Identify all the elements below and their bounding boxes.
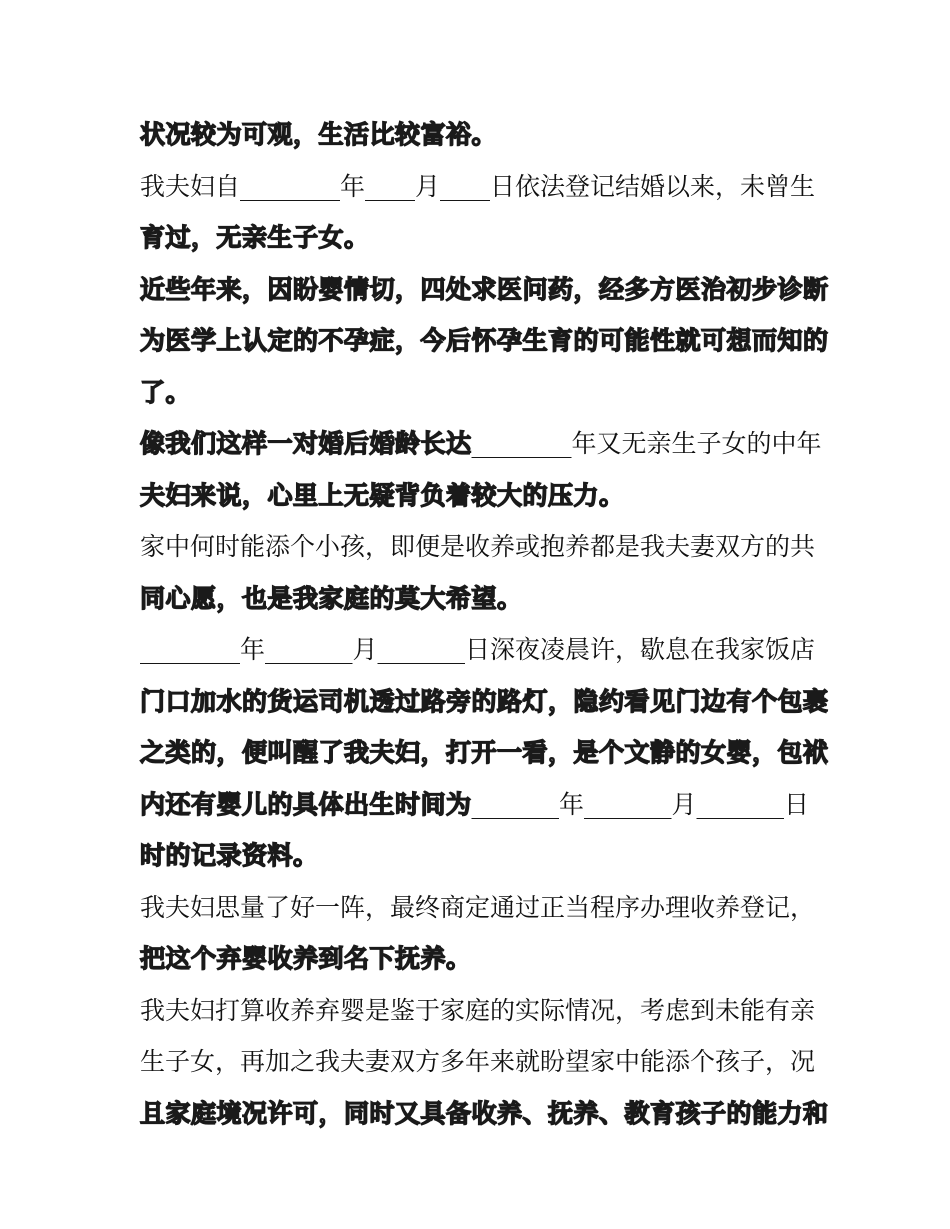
text-line: 育过，无亲生子女。 (140, 223, 370, 252)
text-line: 同心愿，也是我家庭的莫大希望。 (140, 583, 523, 613)
text-line: ________年_______月_______日深夜凌晨许，歇息在我家饭店 (140, 635, 816, 664)
text-line: 夫妇来说，心里上无疑背负着较大的压力。 (140, 480, 625, 510)
text-line-plain-part: ________年又无亲生子女的中年 (471, 429, 822, 458)
text-line-outlined-part: 像我们这样一对婚后婚龄长达 (140, 429, 472, 458)
text-line: 了。 (140, 377, 192, 407)
text-line: 为医学上认定的不孕症，今后怀孕生育的可能性就可想而知的 (140, 326, 829, 355)
text-line: 时的记录资料。 (140, 841, 319, 870)
text-line: 把这个弃婴收养到名下抚养。 (140, 944, 472, 973)
text-line: 门口加水的货运司机透过路旁的路灯，隐约看见门边有个包裹 (140, 686, 829, 716)
text-line: 且家庭境况许可，同时又具备收养、抚养、教育孩子的能力和 (140, 1098, 829, 1128)
text-line: 我夫妇思量了好一阵，最终商定通过正当程序办理收养登记， (140, 892, 816, 922)
text-line: 家中何时能添个小孩，即便是收养或抱养都是我夫妻双方的共 (140, 532, 816, 561)
text-line: 近些年来，因盼婴情切，四处求医问药，经多方医治初步诊断 (140, 274, 829, 304)
document-body (140, 109, 829, 1139)
text-line-outlined-part: 内还有婴儿的具体出生时间为 (140, 789, 472, 819)
text-line: 我夫妇打算收养弃婴是鉴于家庭的实际情况，考虑到未能有亲 (140, 995, 816, 1025)
text-line: 状况较为可观，生活比较富裕。 (140, 120, 498, 149)
text-line: 之类的，便叫醒了我夫妇，打开一看，是个文静的女婴，包袱 (140, 738, 829, 767)
text-line: 我夫妇自________年____月____日依法登记结婚以来，未曾生 (140, 171, 816, 201)
text-line (140, 418, 820, 470)
text-line (140, 779, 820, 831)
text-line: 生子女，再加之我夫妻双方多年来就盼望家中能添个孩子，况 (140, 1047, 816, 1076)
text-line-plain-part: _______年_______月_______日 (471, 789, 810, 819)
